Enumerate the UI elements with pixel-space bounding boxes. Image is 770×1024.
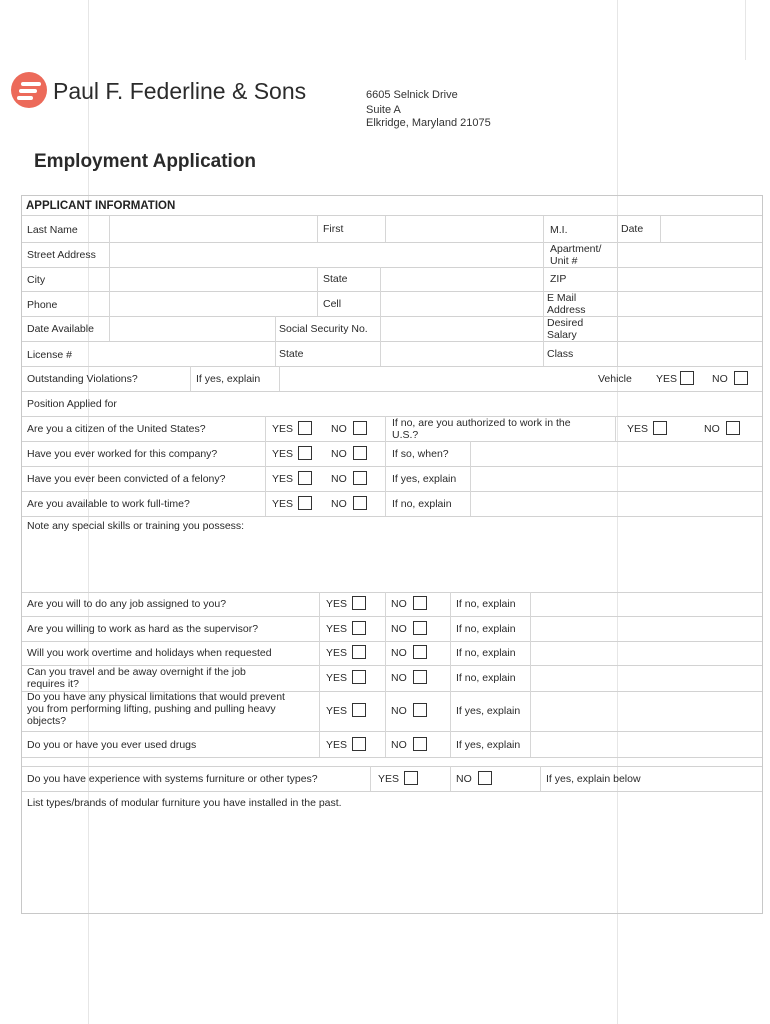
address-line-1: 6605 Selnick Drive [366, 89, 458, 101]
fulltime-question: Are you available to work full-time? [27, 498, 190, 510]
travel-yes-label: YES [326, 672, 348, 684]
email-address-label: Address [547, 304, 586, 316]
state-label: State [323, 273, 348, 285]
any-job-no-checkbox[interactable] [413, 596, 427, 610]
zip-label: ZIP [550, 273, 567, 285]
cell-label: Cell [323, 298, 342, 310]
license-label: License # [27, 349, 72, 361]
overtime-explain-label: If no, explain [456, 647, 516, 659]
citizen-question: Are you a citizen of the United States? [27, 423, 206, 435]
vehicle-no-checkbox[interactable] [734, 371, 748, 385]
systems-explain-label: If yes, explain below [546, 773, 641, 785]
systems-no-label: NO [456, 773, 472, 785]
worked-question: Have you ever worked for this company? [27, 448, 218, 460]
fulltime-no-label: NO [331, 498, 347, 510]
drugs-no-checkbox[interactable] [413, 737, 427, 751]
fulltime-yes-label: YES [272, 498, 294, 510]
felony-yes-label: YES [272, 473, 294, 485]
class-label: Class [547, 348, 574, 360]
any-job-yes-label: YES [326, 598, 348, 610]
overtime-yes-checkbox[interactable] [352, 645, 366, 659]
any-job-no-label: NO [391, 598, 407, 610]
fulltime-yes-checkbox[interactable] [298, 496, 312, 510]
street-address-label: Street Address [27, 249, 96, 261]
hard-work-yes-label: YES [326, 623, 348, 635]
felony-explain-label: If yes, explain [392, 473, 457, 485]
email-label: E Mail [547, 292, 577, 304]
physical-yes-label: YES [326, 705, 348, 717]
overtime-no-label: NO [391, 647, 407, 659]
physical-no-label: NO [391, 705, 407, 717]
license-state-label: State [279, 348, 304, 360]
address-line-2: Suite A [366, 104, 401, 116]
travel-no-label: NO [391, 672, 407, 684]
citizen-no-label: NO [331, 423, 347, 435]
phone-label: Phone [27, 299, 58, 311]
authorized-yes-label: YES [627, 423, 649, 435]
authorized-yes-checkbox[interactable] [653, 421, 667, 435]
drugs-yes-checkbox[interactable] [352, 737, 366, 751]
travel-yes-checkbox[interactable] [352, 670, 366, 684]
desired-label: Desired [547, 317, 584, 329]
vehicle-no-label: NO [712, 373, 728, 385]
fulltime-no-checkbox[interactable] [353, 496, 367, 510]
address-line-3: Elkridge, Maryland 21075 [366, 117, 491, 129]
any-job-yes-checkbox[interactable] [352, 596, 366, 610]
citizen-yes-label: YES [272, 423, 294, 435]
salary-label: Salary [547, 329, 577, 341]
worked-no-checkbox[interactable] [353, 446, 367, 460]
date-available-label: Date Available [27, 323, 94, 335]
any-job-explain-label: If no, explain [456, 598, 516, 610]
worked-yes-checkbox[interactable] [298, 446, 312, 460]
position-label: Position Applied for [27, 398, 117, 410]
felony-no-label: NO [331, 473, 347, 485]
travel-explain-label: If no, explain [456, 672, 516, 684]
last-name-label: Last Name [27, 224, 78, 236]
physical-no-checkbox[interactable] [413, 703, 427, 717]
felony-yes-checkbox[interactable] [298, 471, 312, 485]
physical-question-end: objects? [27, 715, 67, 727]
drugs-question: Do you or have you ever used drugs [27, 739, 197, 751]
middle-initial-label: M.I. [550, 224, 568, 236]
authorized-no-label: NO [704, 423, 720, 435]
felony-no-checkbox[interactable] [353, 471, 367, 485]
list-types-label: List types/brands of modular furniture you have installed in the past. [27, 797, 342, 809]
hard-work-no-label: NO [391, 623, 407, 635]
citizen-yes-checkbox[interactable] [298, 421, 312, 435]
page-title: Employment Application [34, 151, 257, 172]
authorized-question-cont: U.S.? [392, 429, 419, 441]
vehicle-yes-label: YES [656, 373, 678, 385]
unit-label: Unit # [550, 255, 578, 267]
any-job-question: Are you will to do any job assigned to you? [27, 598, 227, 610]
drugs-explain-label: If yes, explain [456, 739, 521, 751]
physical-question: Do you have any physical limitations that would prevent [27, 691, 285, 703]
company-logo-icon [11, 72, 47, 108]
travel-question-cont: requires it? [27, 678, 79, 690]
drugs-yes-label: YES [326, 739, 348, 751]
worked-no-label: NO [331, 448, 347, 460]
systems-no-checkbox[interactable] [478, 771, 492, 785]
hard-work-no-checkbox[interactable] [413, 621, 427, 635]
physical-question-cont: you from performing lifting, pushing and pulling heavy [27, 703, 276, 715]
overtime-question: Will you work overtime and holidays when requested [27, 647, 272, 659]
overtime-yes-label: YES [326, 647, 348, 659]
hard-work-question: Are you willing to work as hard as the supervisor? [27, 623, 259, 635]
ssn-label: Social Security No. [279, 323, 368, 335]
vehicle-yes-checkbox[interactable] [680, 371, 694, 385]
violations-label: Outstanding Violations? [27, 373, 138, 385]
physical-yes-checkbox[interactable] [352, 703, 366, 717]
city-label: City [27, 274, 46, 286]
scan-artifact-line [745, 0, 746, 60]
vehicle-label: Vehicle [598, 373, 632, 385]
violations-explain-label: If yes, explain [196, 373, 261, 385]
drugs-no-label: NO [391, 739, 407, 751]
company-name: Paul F. Federline & Sons [53, 78, 307, 104]
travel-question: Can you travel and be away overnight if the job [27, 666, 246, 678]
hard-work-yes-checkbox[interactable] [352, 621, 366, 635]
section-heading: APPLICANT INFORMATION [26, 200, 176, 212]
authorized-question: If no, are you authorized to work in the [392, 417, 571, 429]
physical-explain-label: If yes, explain [456, 705, 521, 717]
systems-question: Do you have experience with systems furniture or other types? [27, 773, 318, 785]
overtime-no-checkbox[interactable] [413, 645, 427, 659]
worked-when-label: If so, when? [392, 448, 449, 460]
apartment-label: Apartment/ [550, 243, 602, 255]
felony-question: Have you ever been convicted of a felony? [27, 473, 226, 485]
worked-yes-label: YES [272, 448, 294, 460]
skills-label: Note any special skills or training you possess: [27, 520, 245, 532]
travel-no-checkbox[interactable] [413, 670, 427, 684]
systems-yes-label: YES [378, 773, 400, 785]
citizen-no-checkbox[interactable] [353, 421, 367, 435]
first-name-label: First [323, 223, 344, 235]
systems-yes-checkbox[interactable] [404, 771, 418, 785]
hard-work-explain-label: If no, explain [456, 623, 516, 635]
fulltime-explain-label: If no, explain [392, 498, 452, 510]
authorized-no-checkbox[interactable] [726, 421, 740, 435]
date-label: Date [621, 223, 644, 235]
